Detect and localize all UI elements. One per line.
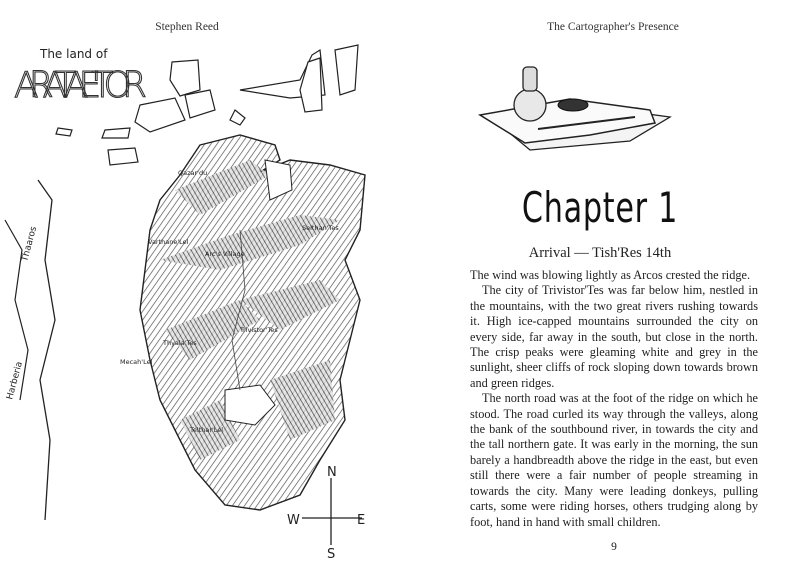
page-number: 9: [611, 541, 617, 553]
paragraph: The city of Trivistor'Tes was far below him, nestled in the mountains, with the two great rivers rushing towards it. High ice-capped mountains surrounded the city on every side, far away in the south, but close in the north. The crisp peaks were gleaming white and grey in the sunlight, sheer cliffs of rock sloping down towards brown and green ridges.: [470, 283, 758, 390]
map-label-varthane-lel: Varthane'Lel: [148, 238, 189, 246]
map-label-arcs-village: Arc's Village: [205, 250, 245, 258]
map-label-trivistor-tes: Trivistor'Tes: [240, 326, 278, 334]
compass-s: S: [327, 547, 336, 562]
chapter-title: Chapter 1: [521, 183, 679, 232]
compass-w: W: [287, 513, 300, 528]
ink-bottle-and-papers-illustration: [470, 55, 700, 165]
western-coast: [38, 180, 55, 520]
compass-n: N: [327, 465, 337, 480]
map-label-harberia: Harberia: [5, 360, 25, 401]
paragraph: The wind was blowing lightly as Arcos crested the ridge.: [470, 268, 751, 282]
map-label-mecah-lel: Mecah'Lel: [120, 358, 153, 366]
map-title-large: ARATAE'TOR: [14, 65, 149, 106]
chapter-body: [470, 268, 758, 530]
running-head-title: The Cartographer's Presence: [547, 21, 679, 33]
text-column: [470, 268, 758, 554]
ink-well: [558, 99, 588, 111]
map-label-selthan-tes: Selthan'Tes: [302, 224, 339, 232]
map-title: [14, 47, 149, 106]
map-label-thyala-tes: Thyala'Tes: [163, 339, 197, 347]
map-title-small: The land of: [40, 47, 108, 61]
chapter-subtitle: Arrival — Tish'Res 14th: [528, 245, 672, 261]
map-label-telthar-lel: Telthar'Lel: [190, 426, 224, 434]
bottle-neck: [523, 67, 537, 91]
map-label-qazar-du: Qazar'du: [178, 169, 208, 177]
running-head-author: Stephen Reed: [155, 21, 219, 33]
compass-e: E: [357, 513, 366, 528]
ink-bottle: [514, 89, 546, 121]
paragraph: The north road was at the foot of the ridge on which he stood. The road curled its way through the valleys, along the bank of the southbound river, in towards the city and the tall northern gate. It was early in the morning, the sun barely a handbreadth above the ridge in the east, but even still there were a fair number of people streaming in towards the city. Many were leading donkeys, pulling carts, some were riding horses, others trudging along by foot, hand in hand with small children.: [470, 391, 758, 529]
right-page: [400, 0, 800, 568]
map-label-thaaros: Thaaros: [20, 225, 40, 263]
